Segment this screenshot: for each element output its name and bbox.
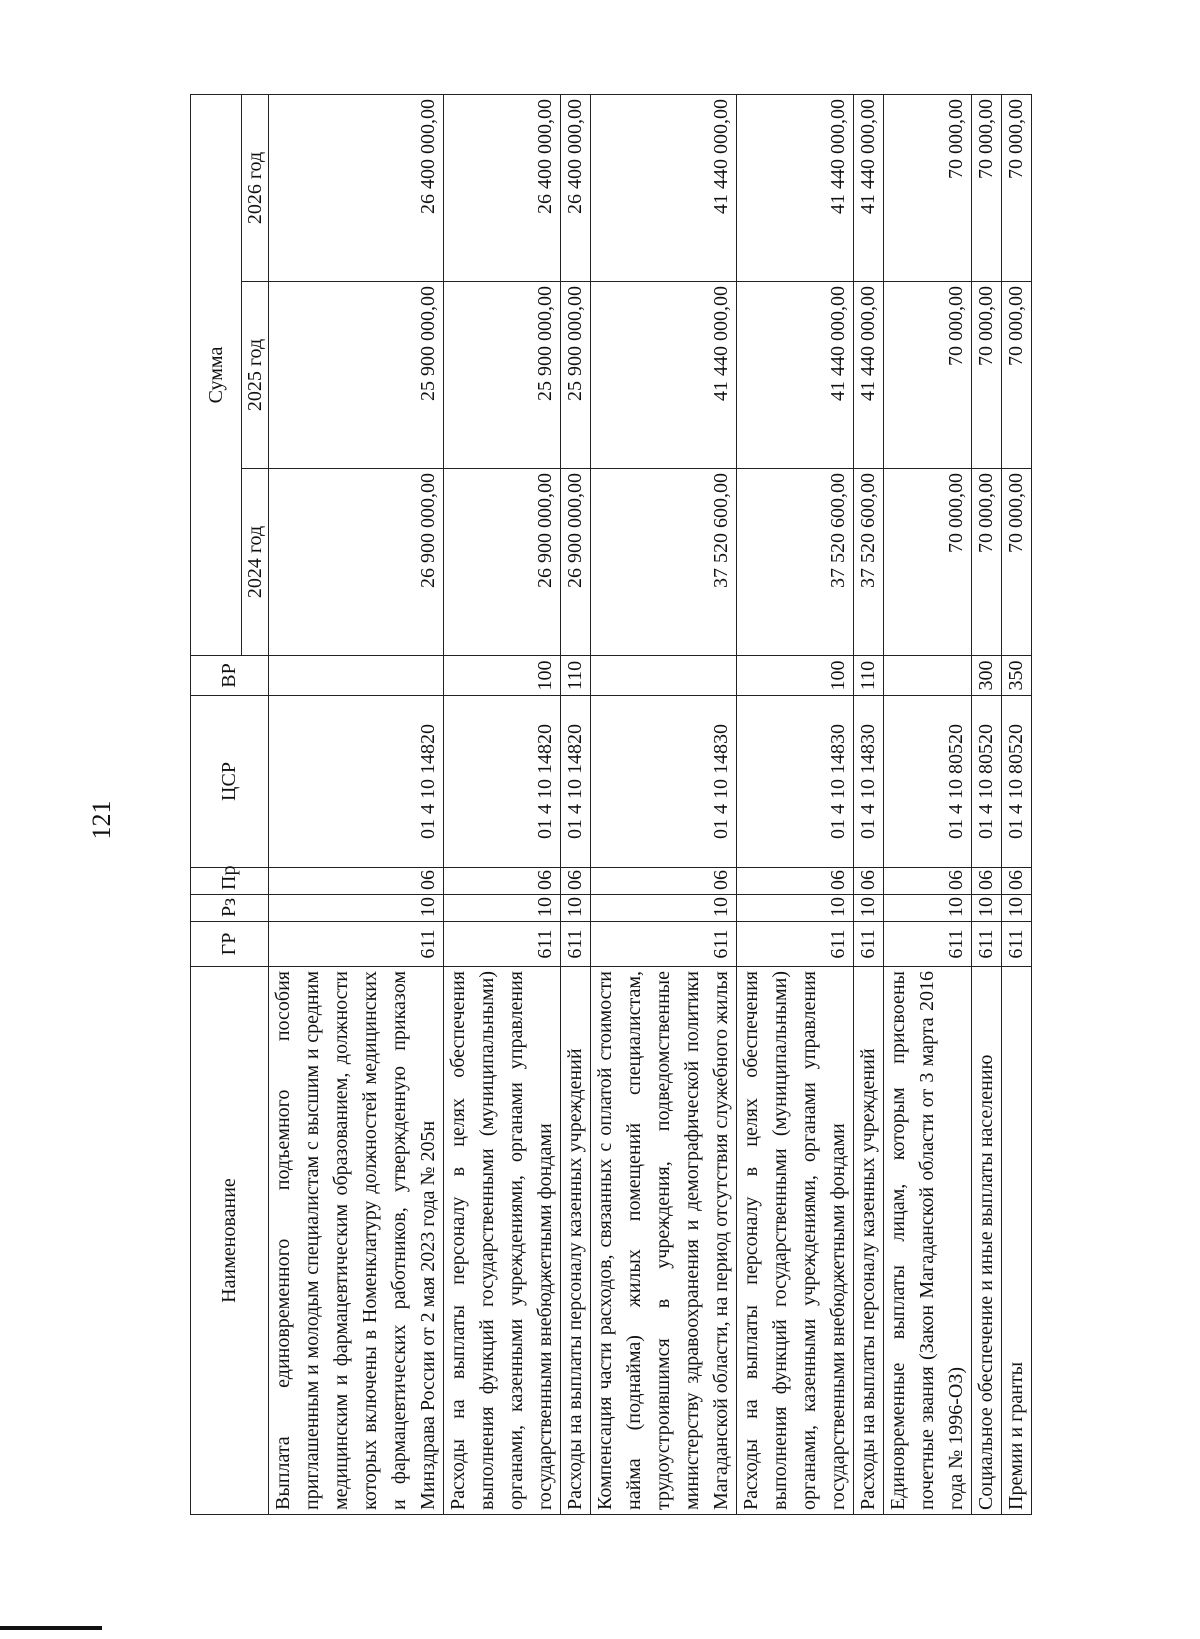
row-name: Единовременные выплаты лицам, которым присвоены почетные звания (Закон Магаданской области от 3 марта 2016 года № 1996-ОЗ) bbox=[884, 967, 972, 1515]
rotated-table-frame bbox=[190, 95, 1035, 1515]
row-vr: 300 bbox=[972, 656, 1002, 696]
row-2025: 70 000,00 bbox=[884, 282, 972, 469]
col-header-csr: ЦСР bbox=[191, 696, 269, 868]
col-header-sum: Сумма bbox=[191, 94, 242, 655]
row-name: Социальное обеспечение и иные выплаты населению bbox=[972, 967, 1002, 1515]
col-header-2025: 2025 год bbox=[242, 282, 269, 469]
row-csr: 01 4 10 80520 bbox=[1002, 696, 1032, 868]
footer-rule bbox=[0, 1626, 102, 1630]
row-csr: 01 4 10 14830 bbox=[854, 696, 884, 868]
row-vr: 110 bbox=[561, 656, 591, 696]
page-number: 121 bbox=[87, 800, 116, 840]
row-rz: 10 bbox=[1002, 895, 1032, 922]
row-vr: 350 bbox=[1002, 656, 1032, 696]
table-row bbox=[737, 94, 854, 1514]
row-rz: 10 bbox=[884, 895, 972, 922]
row-rz: 10 bbox=[972, 895, 1002, 922]
row-2026: 41 440 000,00 bbox=[737, 94, 854, 281]
row-rz: 10 bbox=[561, 895, 591, 922]
row-vr: 110 bbox=[854, 656, 884, 696]
row-pr: 06 bbox=[1002, 868, 1032, 895]
row-vr: 100 bbox=[737, 656, 854, 696]
row-2025: 25 900 000,00 bbox=[444, 282, 561, 469]
row-2025: 25 900 000,00 bbox=[269, 282, 444, 469]
row-csr: 01 4 10 14830 bbox=[737, 696, 854, 868]
col-header-gr: ГР bbox=[191, 922, 269, 967]
row-gr: 611 bbox=[591, 922, 737, 967]
row-2024: 37 520 600,00 bbox=[591, 469, 737, 656]
row-csr: 01 4 10 80520 bbox=[884, 696, 972, 868]
row-name: Расходы на выплаты персоналу в целях обеспечения выполнения функций государственными (муниципальными) органами, казенными учреждениями, органами управления государственными внебюджетными фондами bbox=[444, 967, 561, 1515]
row-2025: 70 000,00 bbox=[972, 282, 1002, 469]
row-2024: 26 900 000,00 bbox=[444, 469, 561, 656]
row-2025: 41 440 000,00 bbox=[737, 282, 854, 469]
row-pr: 06 bbox=[854, 868, 884, 895]
row-2024: 26 900 000,00 bbox=[561, 469, 591, 656]
row-pr: 06 bbox=[884, 868, 972, 895]
row-2025: 41 440 000,00 bbox=[854, 282, 884, 469]
row-gr: 611 bbox=[972, 922, 1002, 967]
row-pr: 06 bbox=[269, 868, 444, 895]
table-row bbox=[591, 94, 737, 1514]
table-row bbox=[561, 94, 591, 1514]
row-name: Премии и гранты bbox=[1002, 967, 1032, 1515]
row-gr: 611 bbox=[444, 922, 561, 967]
table-row bbox=[884, 94, 972, 1514]
col-header-2024: 2024 год bbox=[242, 469, 269, 656]
row-rz: 10 bbox=[591, 895, 737, 922]
row-csr: 01 4 10 14830 bbox=[591, 696, 737, 868]
row-name: Расходы на выплаты персоналу в целях обеспечения выполнения функций государственными (муниципальными) органами, казенными учреждениями, органами управления государственными внебюджетными фондами bbox=[737, 967, 854, 1515]
row-2024: 37 520 600,00 bbox=[737, 469, 854, 656]
budget-table bbox=[190, 94, 1032, 1515]
row-2025: 70 000,00 bbox=[1002, 282, 1032, 469]
table-row bbox=[1002, 94, 1032, 1514]
row-rz: 10 bbox=[737, 895, 854, 922]
row-pr: 06 bbox=[972, 868, 1002, 895]
row-2024: 37 520 600,00 bbox=[854, 469, 884, 656]
row-2025: 25 900 000,00 bbox=[561, 282, 591, 469]
row-vr: 100 bbox=[444, 656, 561, 696]
table-row bbox=[269, 94, 444, 1514]
row-pr: 06 bbox=[737, 868, 854, 895]
table-row bbox=[972, 94, 1002, 1514]
row-name: Компенсация части расходов, связанных с оплатой стоимости найма (поднайма) жилых помещений специалистам, трудоустроившимся в учреждения, подведомственные министерству здравоохранения и демографической политики Магаданской области, на период отсутствия служебного жилья bbox=[591, 967, 737, 1515]
row-2026: 41 440 000,00 bbox=[591, 94, 737, 281]
row-csr: 01 4 10 80520 bbox=[972, 696, 1002, 868]
row-name: Расходы на выплаты персоналу казенных учреждений bbox=[561, 967, 591, 1515]
col-header-vr: ВР bbox=[191, 656, 269, 696]
row-2026: 26 400 000,00 bbox=[269, 94, 444, 281]
row-csr: 01 4 10 14820 bbox=[269, 696, 444, 868]
row-2026: 70 000,00 bbox=[1002, 94, 1032, 281]
table-row bbox=[854, 94, 884, 1514]
row-gr: 611 bbox=[854, 922, 884, 967]
row-pr: 06 bbox=[591, 868, 737, 895]
row-pr: 06 bbox=[444, 868, 561, 895]
row-name: Выплата единовременного подъемного пособия приглашенным и молодым специалистам с высшим и средним медицинским и фармацевтическим образованием, должности которых включены в Номенклатуру должностей медицинских и фармацевтических работников, утвержденную приказом Минздрава России от 2 мая 2023 года № 205н bbox=[269, 967, 444, 1515]
header-row bbox=[191, 94, 242, 1514]
row-gr: 611 bbox=[561, 922, 591, 967]
col-header-pr: Пр bbox=[191, 868, 269, 895]
col-header-name: Наименование bbox=[191, 967, 269, 1515]
row-2026: 70 000,00 bbox=[972, 94, 1002, 281]
row-2025: 41 440 000,00 bbox=[591, 282, 737, 469]
row-2026: 70 000,00 bbox=[884, 94, 972, 281]
row-vr bbox=[591, 656, 737, 696]
col-header-2026: 2026 год bbox=[242, 94, 269, 281]
row-vr bbox=[269, 656, 444, 696]
row-vr bbox=[884, 656, 972, 696]
row-csr: 01 4 10 14820 bbox=[561, 696, 591, 868]
row-gr: 611 bbox=[884, 922, 972, 967]
row-gr: 611 bbox=[269, 922, 444, 967]
row-pr: 06 bbox=[561, 868, 591, 895]
row-csr: 01 4 10 14820 bbox=[444, 696, 561, 868]
row-2026: 26 400 000,00 bbox=[444, 94, 561, 281]
row-2026: 26 400 000,00 bbox=[561, 94, 591, 281]
row-rz: 10 bbox=[269, 895, 444, 922]
row-gr: 611 bbox=[737, 922, 854, 967]
row-rz: 10 bbox=[444, 895, 561, 922]
row-2024: 70 000,00 bbox=[884, 469, 972, 656]
row-2024: 70 000,00 bbox=[972, 469, 1002, 656]
table-wrapper bbox=[190, 95, 1035, 1515]
row-2024: 70 000,00 bbox=[1002, 469, 1032, 656]
row-2024: 26 900 000,00 bbox=[269, 469, 444, 656]
table-row bbox=[444, 94, 561, 1514]
row-2026: 41 440 000,00 bbox=[854, 94, 884, 281]
col-header-rz: Рз bbox=[191, 895, 269, 922]
row-rz: 10 bbox=[854, 895, 884, 922]
row-gr: 611 bbox=[1002, 922, 1032, 967]
row-name: Расходы на выплаты персоналу казенных учреждений bbox=[854, 967, 884, 1515]
